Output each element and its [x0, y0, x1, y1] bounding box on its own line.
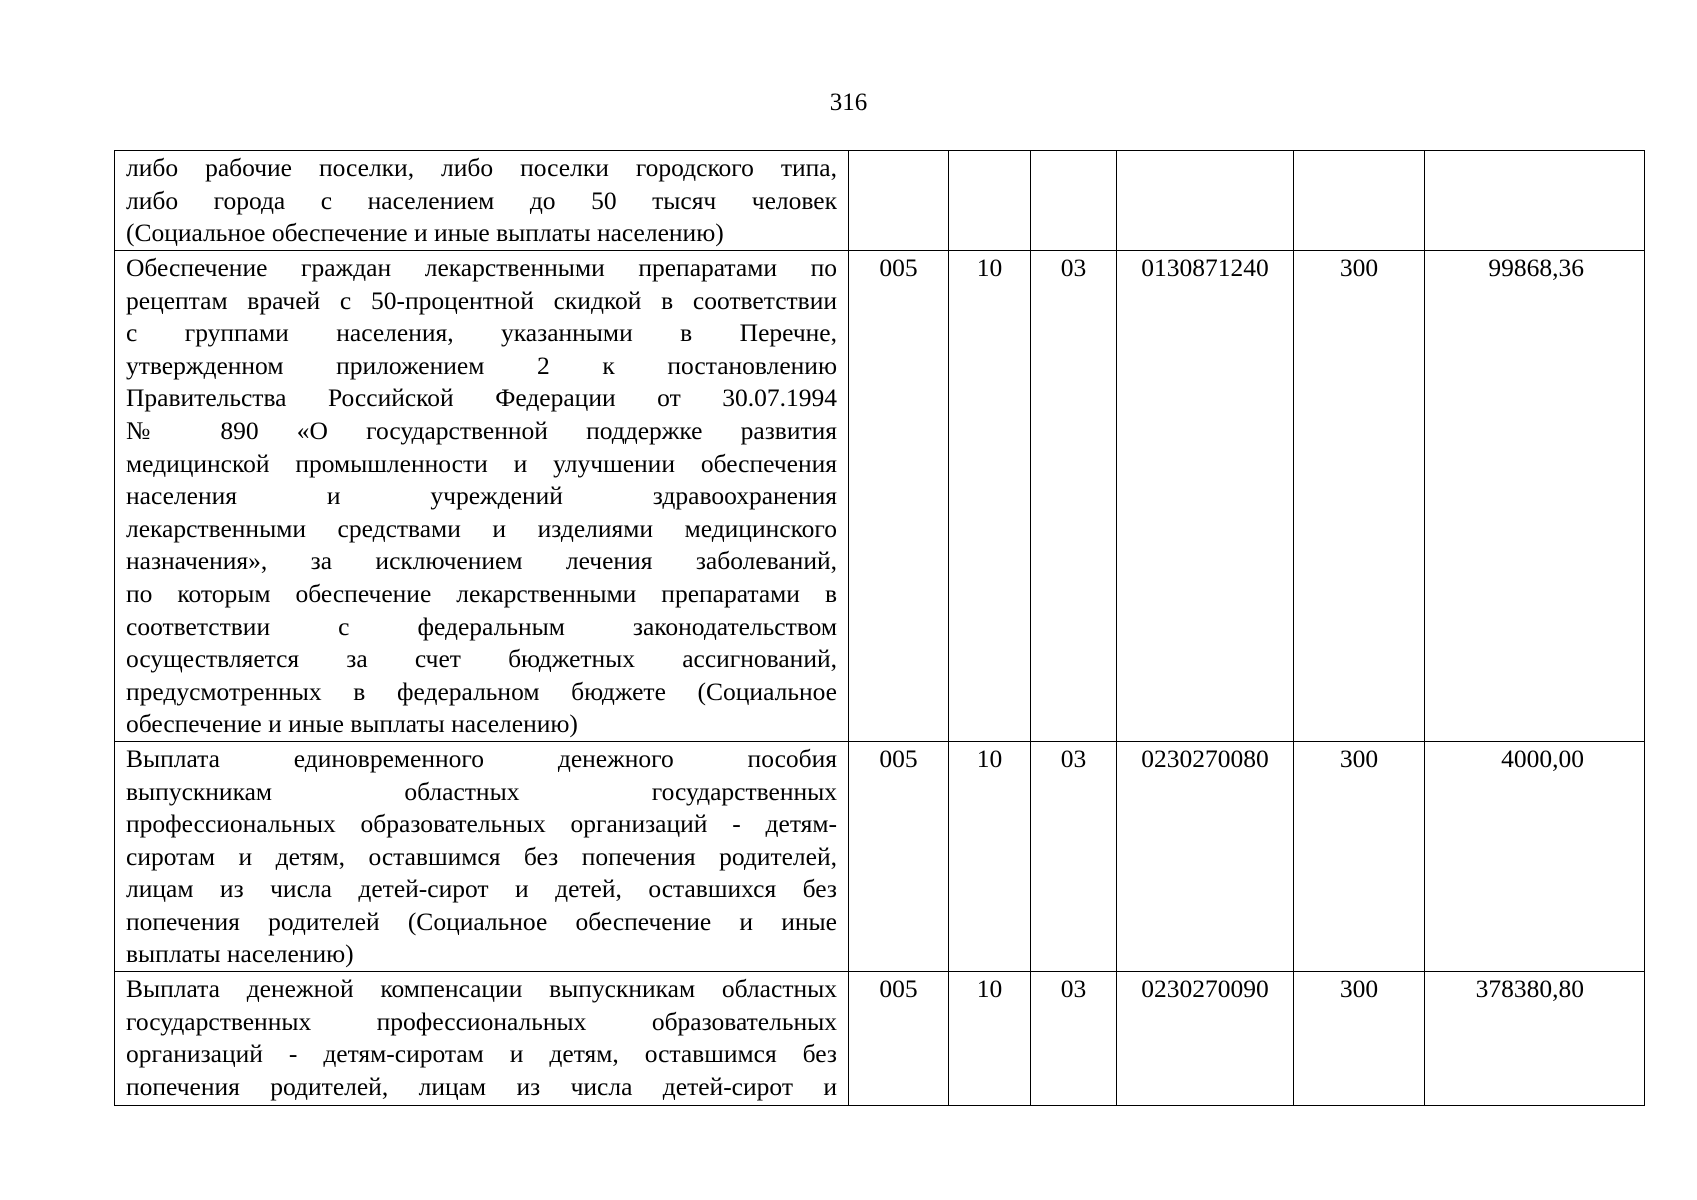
table-row — [115, 151, 1645, 251]
description-line: выпускникам областных государственных — [126, 776, 837, 806]
description-line: организаций - детям-сиротам и детям, оставшимся без — [126, 1039, 837, 1069]
description-line: Обеспечение граждан лекарственными препаратами по — [126, 253, 837, 282]
description-line: государственных профессиональных образовательных — [126, 1006, 837, 1036]
table-row — [115, 741, 1645, 971]
expense-type-cell: 300 — [1294, 741, 1425, 971]
description-line: № 890 «О государственной поддержке развития — [126, 415, 837, 445]
subsection-code-cell: 03 — [1031, 972, 1117, 1106]
description-line: утвержденном приложением 2 к постановлению — [126, 350, 837, 380]
expense-type-cell: 300 — [1294, 251, 1425, 742]
expense-type-cell — [1294, 151, 1425, 251]
description-line: осуществляется за счет бюджетных ассигнований, — [126, 644, 837, 674]
description-line: предусмотренных в федеральном бюджете (Социальное — [126, 676, 837, 706]
description-line: попечения родителей (Социальное обеспечение и иные — [126, 906, 837, 936]
description-line: профессиональных образовательных организаций - детям- — [126, 809, 837, 839]
ministry-code-cell: 005 — [849, 741, 949, 971]
description-line: выплаты населению) — [126, 939, 354, 969]
ministry-code-cell: 005 — [849, 972, 949, 1106]
expense-type-cell: 300 — [1294, 972, 1425, 1106]
ministry-code-cell — [849, 151, 949, 251]
description-line: Выплата единовременного денежного пособия — [126, 743, 837, 773]
description-cell — [115, 741, 849, 971]
description-line: назначения», за исключением лечения заболеваний, — [126, 546, 837, 576]
section-code-cell: 10 — [949, 741, 1031, 971]
section-code-cell: 10 — [949, 251, 1031, 742]
target-code-cell: 0130871240 — [1117, 251, 1294, 742]
budget-table — [114, 150, 1645, 1106]
amount-cell — [1425, 151, 1645, 251]
target-code-cell: 0230270090 — [1117, 972, 1294, 1106]
description-line: (Социальное обеспечение и иные выплаты населению) — [126, 218, 724, 248]
description-line: попечения родителей, лицам из числа детей-сирот и — [126, 1071, 837, 1101]
description-line: либо города с населением до 50 тысяч человек — [126, 185, 837, 215]
description-line: сиротам и детям, оставшимся без попечения родителей, — [126, 841, 837, 871]
amount-cell: 99868,36 — [1425, 251, 1645, 742]
description-line: рецептам врачей с 50-процентной скидкой в соответствии — [126, 285, 837, 315]
subsection-code-cell: 03 — [1031, 741, 1117, 971]
amount-cell: 4000,00 — [1425, 741, 1645, 971]
description-line: населения и учреждений здравоохранения — [126, 481, 837, 511]
subsection-code-cell: 03 — [1031, 251, 1117, 742]
description-cell — [115, 972, 849, 1106]
amount-cell: 378380,80 — [1425, 972, 1645, 1106]
description-line: Выплата денежной компенсации выпускникам областных — [126, 974, 837, 1004]
subsection-code-cell — [1031, 151, 1117, 251]
description-line: с группами населения, указанными в Перечне, — [126, 318, 837, 348]
section-code-cell: 10 — [949, 972, 1031, 1106]
table-body — [115, 151, 1645, 1106]
description-line: медицинской промышленности и улучшении обеспечения — [126, 448, 837, 478]
target-code-cell: 0230270080 — [1117, 741, 1294, 971]
section-code-cell — [949, 151, 1031, 251]
description-cell — [115, 251, 849, 742]
table-row — [115, 251, 1645, 742]
description-line: лицам из числа детей-сирот и детей, оставшихся без — [126, 874, 837, 904]
description-cell — [115, 151, 849, 251]
description-line: по которым обеспечение лекарственными препаратами в — [126, 578, 837, 608]
description-line: Правительства Российской Федерации от 30.07.1994 — [126, 383, 837, 413]
description-line: либо рабочие поселки, либо поселки городского типа, — [126, 153, 837, 182]
description-line: соответствии с федеральным законодательством — [126, 611, 837, 641]
table-row — [115, 972, 1645, 1106]
ministry-code-cell: 005 — [849, 251, 949, 742]
page-number: 316 — [829, 89, 868, 116]
description-line: лекарственными средствами и изделиями медицинского — [126, 513, 837, 543]
target-code-cell — [1117, 151, 1294, 251]
description-line: обеспечение и иные выплаты населению) — [126, 709, 578, 739]
